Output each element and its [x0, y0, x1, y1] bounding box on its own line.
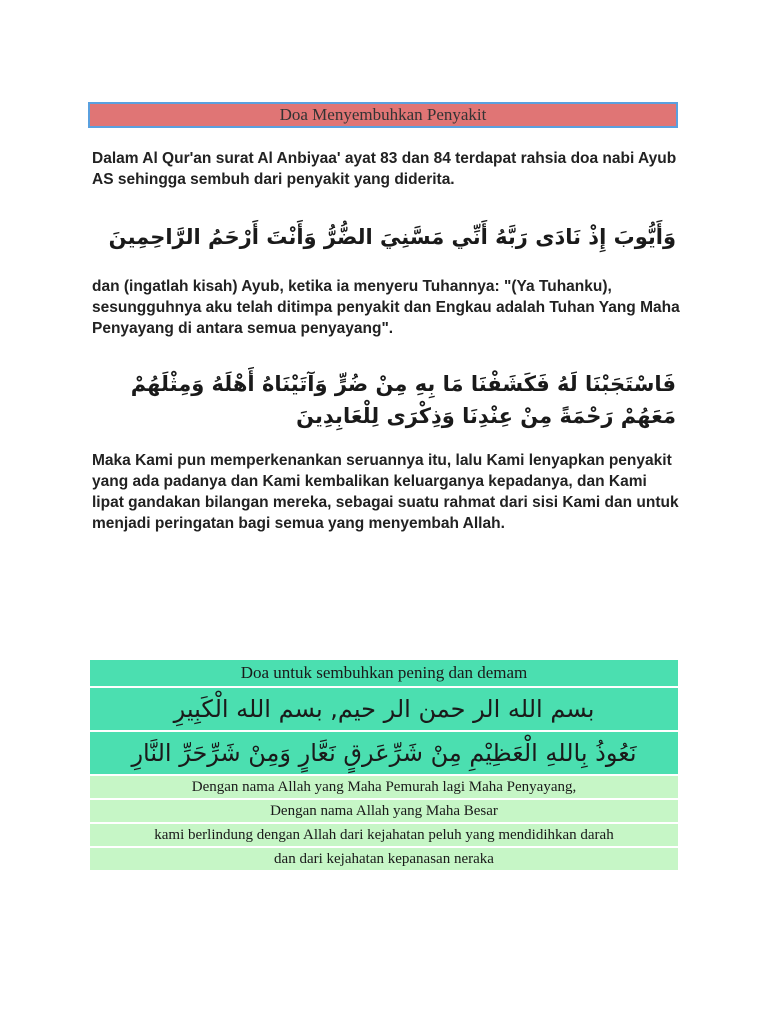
doa-arabic-line-2: نَعُوذُ بِاللهِ الْعَظِيْمِ مِنْ شَرِّعَرقٍ نَعَّارٍ وَمِنْ شَرِّحَرِّ النَّارِ — [90, 732, 678, 774]
doa-translation-line: dan dari kejahatan kepanasan neraka — [90, 848, 678, 870]
doa-arabic-row — [90, 732, 678, 774]
verse1-translation: dan (ingatlah kisah) Ayub, ketika ia menyeru Tuhannya: "(Ya Tuhanku), sesungguhnya aku telah ditimpa penyakit dan Engkau adalah Tuhan Yang Maha Penyayang di antara semua penyayang". — [92, 278, 680, 337]
doa-translation-line: kami berlindung dengan Allah dari kejahatan peluh yang mendidihkan darah — [90, 824, 678, 846]
doa-title-row — [90, 660, 678, 686]
doa-translation-row — [90, 824, 678, 846]
doa-arabic-line-1: بسم الله الر حمن الر حيم, بسم الله الْكَبِيرِ — [90, 688, 678, 730]
intro-paragraph: Dalam Al Qur'an surat Al Anbiyaa' ayat 83 dan 84 terdapat rahsia doa nabi Ayub AS sehingga sembuh dari penyakit yang diderita. — [92, 150, 677, 188]
page-title: Doa Menyembuhkan Penyakit — [88, 102, 678, 128]
doa-translation-line: Dengan nama Allah yang Maha Pemurah lagi Maha Penyayang, — [90, 776, 678, 798]
doa-translation-row — [90, 776, 678, 798]
doa-title: Doa untuk sembuhkan pening dan demam — [90, 660, 678, 686]
verse1-arabic: وَأَيُّوبَ إِذْ نَادَى رَبَّهُ أَنِّي مَسَّنِيَ الضُّرُّ وَأَنْتَ أَرْحَمُ الرَّاحِمِينَ — [108, 225, 676, 249]
verse2-arabic: فَاسْتَجَبْنَا لَهُ فَكَشَفْنَا مَا بِهِ مِنْ ضُرٍّ وَآتَيْنَاهُ أَهْلَهُ وَمِثْلَهُمْ مَعَهُمْ رَحْمَةً مِنْ عِنْدِنَا وَذِكْرَى لِلْعَابِدِينَ — [130, 372, 676, 428]
doa-table — [90, 658, 678, 872]
doa-arabic-row — [90, 688, 678, 730]
doa-translation-row — [90, 848, 678, 870]
doa-translation-row — [90, 800, 678, 822]
doa-translation-line: Dengan nama Allah yang Maha Besar — [90, 800, 678, 822]
verse2-translation: Maka Kami pun memperkenankan seruannya itu, lalu Kami lenyapkan penyakit yang ada padanya dan Kami kembalikan keluarganya kepadanya, dan Kami lipat gandakan bilangan mereka, sebagai suatu rahmat dari sisi Kami dan untuk menjadi peringatan bagi semua yang menyembah Allah. — [92, 452, 679, 532]
